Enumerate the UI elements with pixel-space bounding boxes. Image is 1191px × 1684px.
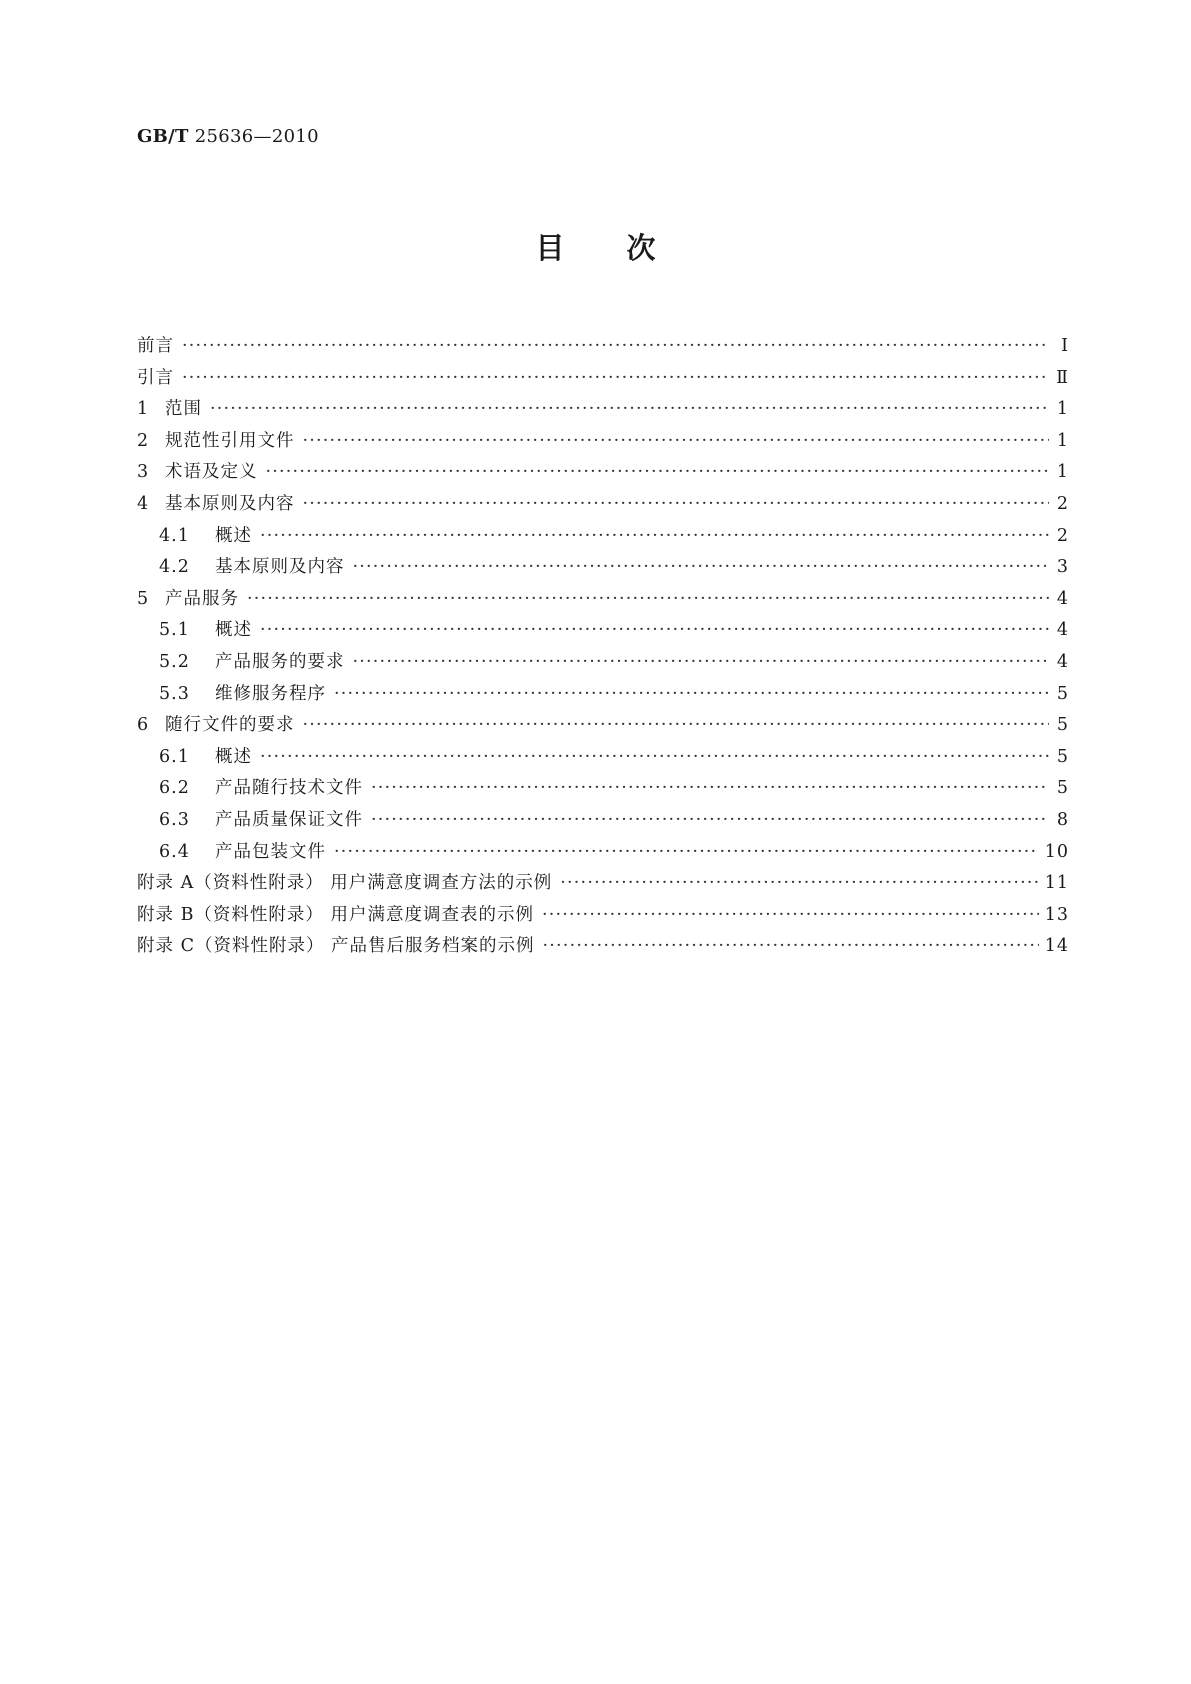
dot-leader [260,521,1049,553]
toc-entry-label: 引言 [137,367,174,388]
toc-entry[interactable] [137,868,1069,900]
toc-entry-page: 4 [1056,651,1069,672]
dot-leader [303,489,1050,521]
toc-entry-page: 2 [1056,493,1069,514]
toc-entry-label: 规范性引用文件 [165,430,295,451]
toc-entry-number: 6.4 [159,841,190,862]
toc-entry[interactable] [137,394,1069,426]
toc-entry-label: 产品质量保证文件 [215,809,363,830]
toc-entry-page: 2 [1056,525,1069,546]
toc-entry-label: 产品服务 [165,588,239,609]
dot-leader [371,773,1049,805]
toc-entry-number: 6.1 [159,746,190,767]
toc-entry-page: 13 [1044,904,1069,925]
toc-entry[interactable] [137,900,1069,932]
toc-entry-number: 6.3 [159,809,190,830]
dot-leader [303,710,1050,742]
dot-leader [371,805,1049,837]
toc-entry-page: 4 [1056,620,1069,641]
toc-entry-number: 6.2 [159,778,190,799]
toc-entry[interactable] [137,710,1069,742]
title-char-1: 目 [535,231,565,265]
toc-entry-number: 6 [137,715,150,736]
dot-leader [247,584,1049,616]
toc-entry-label: 产品服务的要求 [215,651,345,672]
toc-entry[interactable] [137,615,1069,647]
document-header [137,126,319,147]
dot-leader [266,457,1050,489]
toc-entry-page: 5 [1056,746,1069,767]
toc-entry-page: 5 [1056,715,1069,736]
toc-entry[interactable] [137,331,1069,363]
dot-leader [182,331,1049,363]
toc-entry-page: 3 [1056,557,1069,578]
toc-entry[interactable] [137,647,1069,679]
toc-entry-label: 前言 [137,336,174,356]
toc-entry-page: 10 [1044,841,1069,862]
toc-entry[interactable] [137,679,1069,711]
toc-entry-label: 基本原则及内容 [215,557,345,578]
dot-leader [353,552,1050,584]
toc-entry-number: 5.1 [159,620,190,641]
dot-leader [542,900,1039,932]
toc-entry-number: 5.3 [159,683,190,704]
toc-entry[interactable] [137,837,1069,869]
toc-entry[interactable] [137,521,1069,553]
dot-leader [260,742,1049,774]
dot-leader [334,679,1049,711]
toc-entry-page: 5 [1056,778,1069,799]
dot-leader [543,931,1039,963]
dot-leader [334,837,1039,869]
toc-entry-page: 8 [1056,809,1069,830]
toc-entry-page: 11 [1044,873,1069,894]
dot-leader [560,868,1038,900]
dot-leader [303,426,1050,458]
toc-entry-number: 4.2 [159,557,190,578]
toc-entry[interactable] [137,931,1069,963]
toc-entry-label: 概述 [215,525,252,546]
toc-entry-label: 随行文件的要求 [165,715,295,736]
toc-entry-number: 3 [137,462,150,483]
toc-entry-page: 4 [1056,588,1069,609]
toc-entry-label: 概述 [215,620,252,641]
toc-entry[interactable] [137,742,1069,774]
toc-entry[interactable] [137,773,1069,805]
toc-entry-page: Ⅱ [1056,367,1069,388]
toc-entry-page: 1 [1056,399,1069,420]
toc-entry-label: 维修服务程序 [215,683,326,704]
toc-entry-label: 附录 A（资料性附录） 用户满意度调查方法的示例 [137,873,553,894]
dot-leader [353,647,1050,679]
toc-entry[interactable] [137,489,1069,521]
toc-entry-label: 产品随行技术文件 [215,778,363,799]
toc-entry-label: 基本原则及内容 [165,493,295,514]
toc-entry-label: 附录 C（资料性附录） 产品售后服务档案的示例 [137,936,535,957]
toc-entry-page: 14 [1044,936,1069,957]
standard-number: 25636—2010 [194,126,319,147]
page-title [0,226,1191,267]
toc-entry[interactable] [137,363,1069,395]
toc-entry-number: 5.2 [159,651,190,672]
toc-entry-label: 范围 [165,399,202,420]
title-char-2: 次 [626,231,656,265]
toc-entry-label: 产品包装文件 [215,841,326,862]
dot-leader [260,615,1049,647]
toc-entry-number: 4 [137,493,150,514]
toc-entry[interactable] [137,584,1069,616]
toc-entry[interactable] [137,552,1069,584]
standard-code: GB/T [137,126,189,147]
toc-entry-number: 2 [137,430,150,451]
toc-entry[interactable] [137,426,1069,458]
toc-entry-label: 术语及定义 [165,462,258,483]
dot-leader [210,394,1049,426]
toc-entry-page: Ⅰ [1061,336,1069,356]
toc-entry[interactable] [137,805,1069,837]
toc-entry[interactable] [137,457,1069,489]
toc-entry-page: 1 [1056,430,1069,451]
toc-entry-label: 附录 B（资料性附录） 用户满意度调查表的示例 [137,904,534,925]
toc-entry-page: 1 [1056,462,1069,483]
toc-entry-number: 1 [137,399,150,420]
toc-entry-number: 5 [137,588,150,609]
toc-entry-number: 4.1 [159,525,190,546]
table-of-contents [137,331,1069,963]
toc-entry-label: 概述 [215,746,252,767]
dot-leader [182,363,1049,395]
toc-entry-page: 5 [1056,683,1069,704]
